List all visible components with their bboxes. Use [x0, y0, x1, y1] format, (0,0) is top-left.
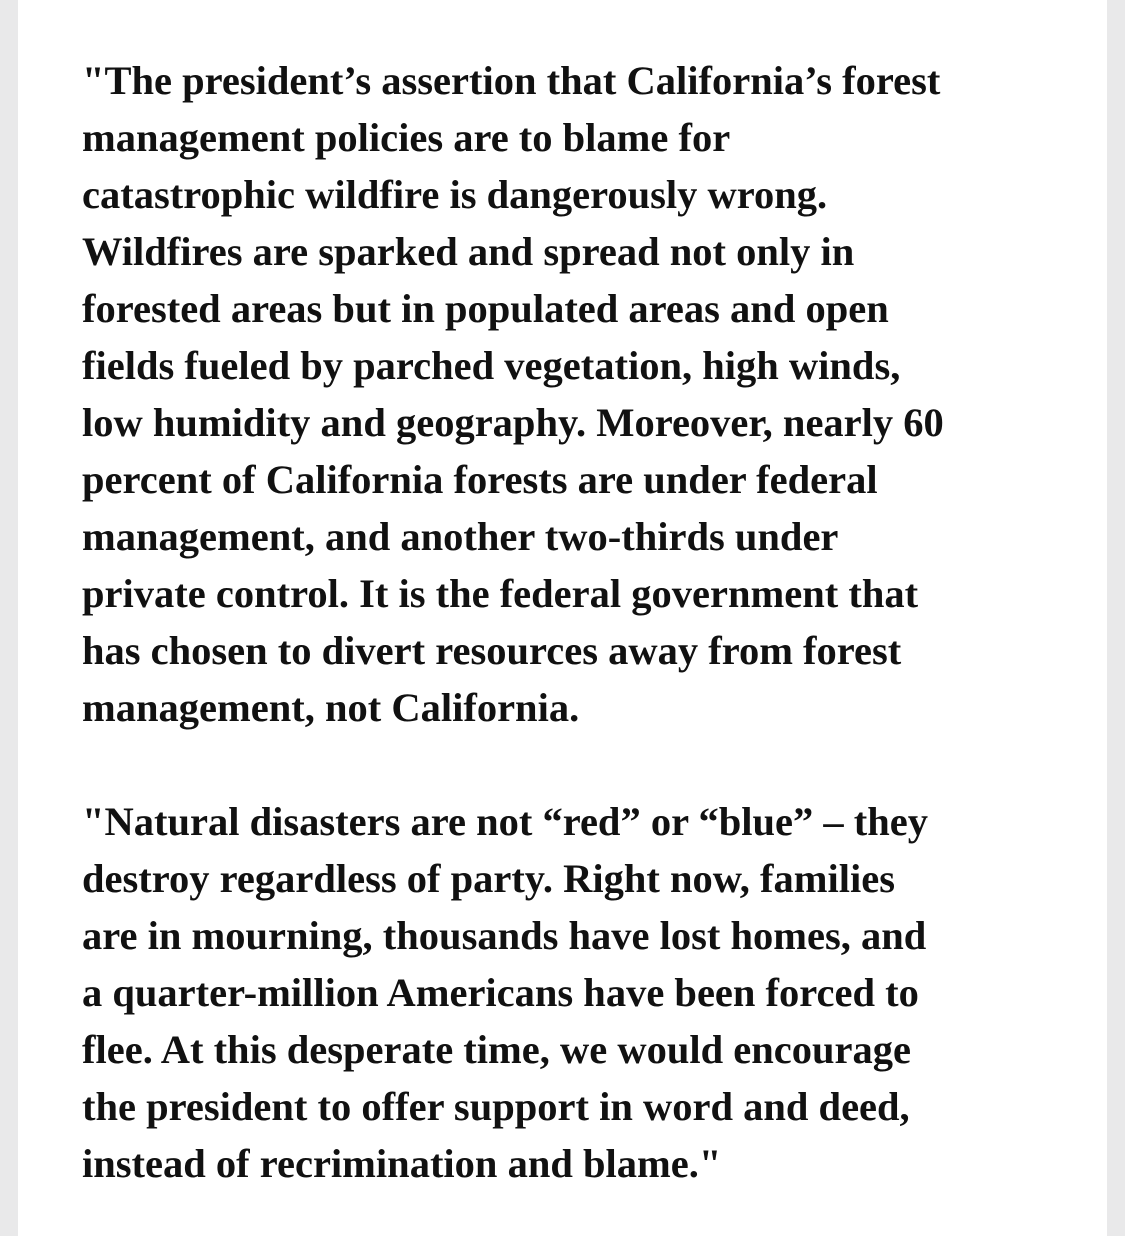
statement-paragraph-1: "The president’s assertion that California’s forest management policies are to blame for catastrophic wildfire is dangerously wrong. Wildfires are sparked and spread not only in forested areas but in populated areas and open fields fueled by parched vegetation, high winds, low humidity and geography. Moreover, nearly 60 percent of California forests are under federal management, and another two-thirds under private control. It is the federal government that has chosen to divert resources away from forest management, not California. [82, 58, 944, 730]
statement-paragraph-2: "Natural disasters are not “red” or “blue” – they destroy regardless of party. Right now, families are in mourning, thousands have lost homes, and a quarter-million Americans have been forced to flee. At this desperate time, we would encourage the president to offer support in word and deed, instead of recrimination and blame." [82, 799, 928, 1186]
document-page [18, 0, 1107, 1236]
statement-text [82, 52, 1072, 1192]
